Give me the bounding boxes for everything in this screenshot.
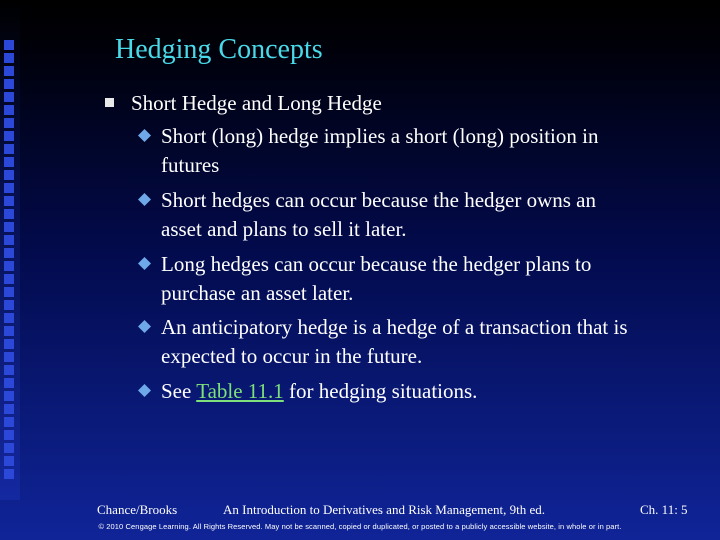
sub-bullet-line: purchase an asset later. [161, 281, 354, 305]
diamond-bullet-icon [138, 320, 151, 333]
left-decorative-strip [0, 0, 20, 500]
square-bullet-icon [105, 98, 114, 107]
decorative-squares [4, 40, 16, 482]
sub-bullet-suffix: for hedging situations. [283, 379, 478, 403]
sub-bullet-prefix: See [161, 379, 197, 403]
sub-bullet-line [161, 379, 477, 403]
sub-bullet-line: asset and plans to sell it later. [161, 217, 407, 241]
diamond-bullet-icon [138, 193, 151, 206]
diamond-bullet-icon [138, 257, 151, 270]
sub-bullet-line: expected to occur in the future. [161, 344, 423, 368]
sub-bullet-line: Long hedges can occur because the hedger plans to [161, 252, 592, 276]
footer-page-number: Ch. 11: 5 [640, 502, 688, 517]
sub-bullet-line: An anticipatory hedge is a hedge of a transaction that is [161, 315, 628, 339]
sub-bullet-line: futures [161, 153, 220, 177]
main-bullet-text: Short Hedge and Long Hedge [131, 91, 382, 115]
slide-title: Hedging Concepts [115, 34, 323, 65]
table-link[interactable]: Table 11.1 [196, 379, 284, 403]
sub-bullet-line: Short (long) hedge implies a short (long) position in [161, 124, 599, 148]
sub-bullet-line: Short hedges can occur because the hedger owns an [161, 188, 597, 212]
copyright-notice: © 2010 Cengage Learning. All Rights Reserved. May not be scanned, copied or duplicated, or posted to a publicly accessible website, in whole or in part. [98, 522, 622, 531]
footer-author: Chance/Brooks [97, 502, 178, 517]
diamond-bullet-icon [138, 129, 151, 142]
diamond-bullet-icon [138, 384, 151, 397]
footer-book-title: An Introduction to Derivatives and Risk Management, 9th ed. [223, 502, 546, 517]
